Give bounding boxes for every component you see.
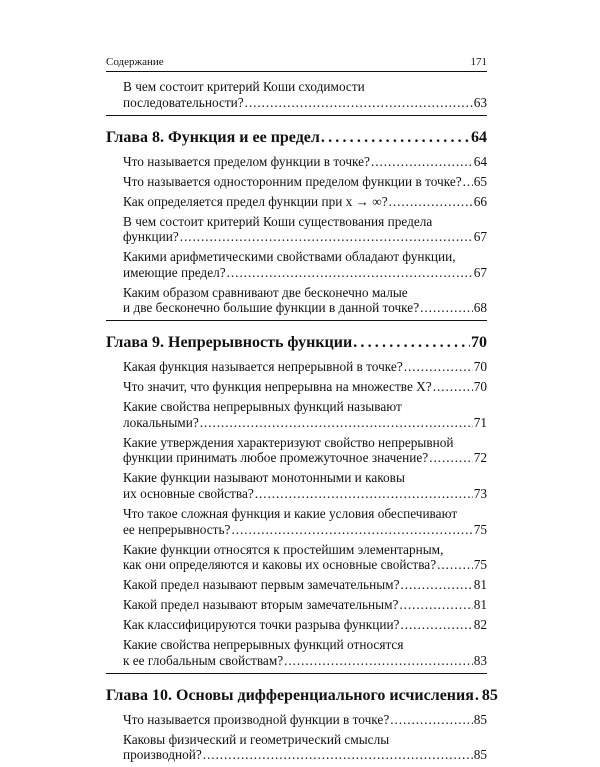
entry-text: имеющие предел?: [123, 264, 226, 280]
chapter-heading[interactable]: [106, 686, 498, 706]
entry-text: Какие функции относятся к простейшим элементарным,: [123, 541, 444, 557]
entry-page-number: 82: [473, 617, 487, 633]
leader-dots: [400, 577, 472, 593]
toc-entry[interactable]: [123, 577, 487, 593]
chapter-heading[interactable]: [106, 333, 487, 353]
toc-entry[interactable]: [123, 435, 487, 466]
leader-dots: [353, 333, 470, 353]
toc-entry[interactable]: [123, 732, 487, 763]
entry-text: Какая функция называется непрерывной в точке?: [123, 359, 403, 375]
entry-text: Каким образом сравнивают две бесконечно малые: [123, 284, 408, 300]
leader-dots: [437, 557, 473, 573]
entry-text: В чем состоит критерий Коши сходимости: [123, 79, 365, 94]
table-of-contents: [106, 79, 498, 767]
chapter-divider: [106, 673, 487, 674]
leader-dots: [321, 128, 470, 148]
entry-text: Какой предел называют вторым замечательным?: [123, 597, 399, 613]
entry-page-number: 64: [473, 153, 487, 169]
leader-dots: [463, 174, 473, 190]
toc-entry[interactable]: [123, 79, 487, 110]
leader-dots: [399, 597, 472, 613]
toc-entry[interactable]: [123, 399, 487, 430]
chapter-divider: [106, 320, 487, 321]
toc-entry[interactable]: [123, 174, 487, 190]
chapter-title: Глава 8. Функция и ее предел: [106, 128, 320, 146]
header-title: Содержание: [106, 56, 164, 68]
entry-page-number: 85: [473, 747, 487, 763]
leader-dots: [371, 154, 473, 170]
entry-text: их основные свойства?: [123, 485, 254, 501]
entry-text: Какие свойства непрерывных функций называют: [123, 399, 402, 415]
entry-text: производной?: [123, 747, 202, 763]
entry-text: Как классифицируются точки разрыва функции?: [123, 617, 400, 633]
toc-entry[interactable]: [123, 359, 487, 375]
entry-page-number: 67: [473, 229, 487, 245]
chapter-title: Глава 10. Основы дифференциального исчисления: [106, 686, 474, 704]
leader-dots: [284, 653, 473, 669]
entry-text: Что такое сложная функция и какие условия обеспечивают: [123, 505, 458, 521]
entry-text: функции?: [123, 229, 179, 245]
leader-dots: [429, 450, 473, 466]
entry-text: Что значит, что функция непрерывна на множестве X?: [123, 379, 432, 395]
entry-page-number: 75: [473, 521, 487, 537]
entry-text: Какие утверждения характеризуют свойство непрерывной: [123, 434, 454, 450]
entry-text: Что называется односторонним пределом функции в точке?: [123, 173, 462, 189]
entry-page-number: 70: [473, 379, 487, 395]
leader-dots: [475, 686, 481, 706]
entry-page-number: 81: [473, 597, 487, 613]
toc-entry[interactable]: [123, 712, 487, 728]
chapter-divider: [106, 115, 487, 116]
chapter-page-number: 70: [471, 334, 487, 352]
leader-dots: [200, 415, 473, 431]
leader-dots: [390, 712, 472, 728]
toc-entry[interactable]: [123, 154, 487, 170]
toc-entry[interactable]: [123, 214, 487, 245]
leader-dots: [400, 617, 472, 633]
toc-entry[interactable]: [123, 470, 487, 501]
header-page-number: 171: [470, 56, 487, 68]
running-header: [106, 56, 487, 72]
entry-page-number: 83: [473, 652, 487, 668]
entry-text: функции принимать любое промежуточное значение?: [123, 450, 429, 466]
entry-page-number: 71: [473, 414, 487, 430]
entry-text: В чем состоит критерий Коши существования предела: [123, 213, 433, 229]
entry-page-number: 75: [473, 557, 487, 573]
entry-page-number: 65: [473, 173, 487, 189]
entry-page-number: 85: [473, 711, 487, 727]
entry-text: Как определяется предел функции при x → ∞?: [123, 193, 388, 209]
toc-entry[interactable]: [123, 285, 487, 316]
entry-page-number: 66: [473, 193, 487, 209]
toc-entry[interactable]: [123, 194, 487, 210]
leader-dots: [420, 300, 473, 316]
leader-dots: [231, 522, 472, 538]
entry-text: Что называется пределом функции в точке?: [123, 153, 370, 169]
entry-page-number: 81: [473, 577, 487, 593]
toc-entry[interactable]: [123, 379, 487, 395]
toc-entry[interactable]: [123, 637, 487, 668]
entry-page-number: 72: [473, 450, 487, 466]
entry-text: Какой предел называют первым замечательным?: [123, 577, 400, 593]
entry-text: Какими арифметическими свойствами обладают функции,: [123, 249, 456, 265]
chapter-title: Глава 9. Непрерывность функции: [106, 334, 353, 352]
entry-text: локальными?: [123, 414, 199, 430]
toc-entry[interactable]: [123, 249, 487, 280]
toc-entry[interactable]: [123, 542, 487, 573]
entry-text: ее непрерывность?: [123, 521, 231, 537]
leader-dots: [227, 265, 473, 281]
leader-dots: [255, 486, 473, 502]
toc-entry[interactable]: [123, 506, 487, 537]
entry-page-number: 70: [473, 359, 487, 375]
leader-dots: [245, 95, 473, 111]
entry-page-number: 73: [473, 485, 487, 501]
toc-entry[interactable]: [123, 617, 487, 633]
leader-dots: [404, 359, 473, 375]
entry-page-number: 67: [473, 264, 487, 280]
leader-dots: [389, 194, 473, 210]
entry-text: последовательности?: [123, 94, 244, 110]
entry-text: Какие свойства непрерывных функций относятся: [123, 637, 404, 653]
entry-text: как они определяются и каковы их основные свойства?: [123, 557, 437, 573]
entry-text: к ее глобальным свойствам?: [123, 652, 284, 668]
entry-text: Каковы физический и геометрический смыслы: [123, 731, 390, 747]
chapter-page-number: 85: [481, 686, 498, 704]
entry-page-number: 63: [473, 94, 487, 110]
entry-text: Какие функции называют монотонными и каковы: [123, 470, 405, 486]
leader-dots: [433, 379, 473, 395]
entry-page-number: 68: [473, 300, 487, 316]
chapter-page-number: 64: [471, 128, 487, 146]
entry-text: Что называется производной функции в точке?: [123, 711, 390, 727]
entry-text: и две бесконечно большие функции в данной точке?: [123, 300, 420, 316]
toc-entry[interactable]: [123, 597, 487, 613]
leader-dots: [180, 229, 473, 245]
chapter-heading[interactable]: [106, 128, 487, 148]
